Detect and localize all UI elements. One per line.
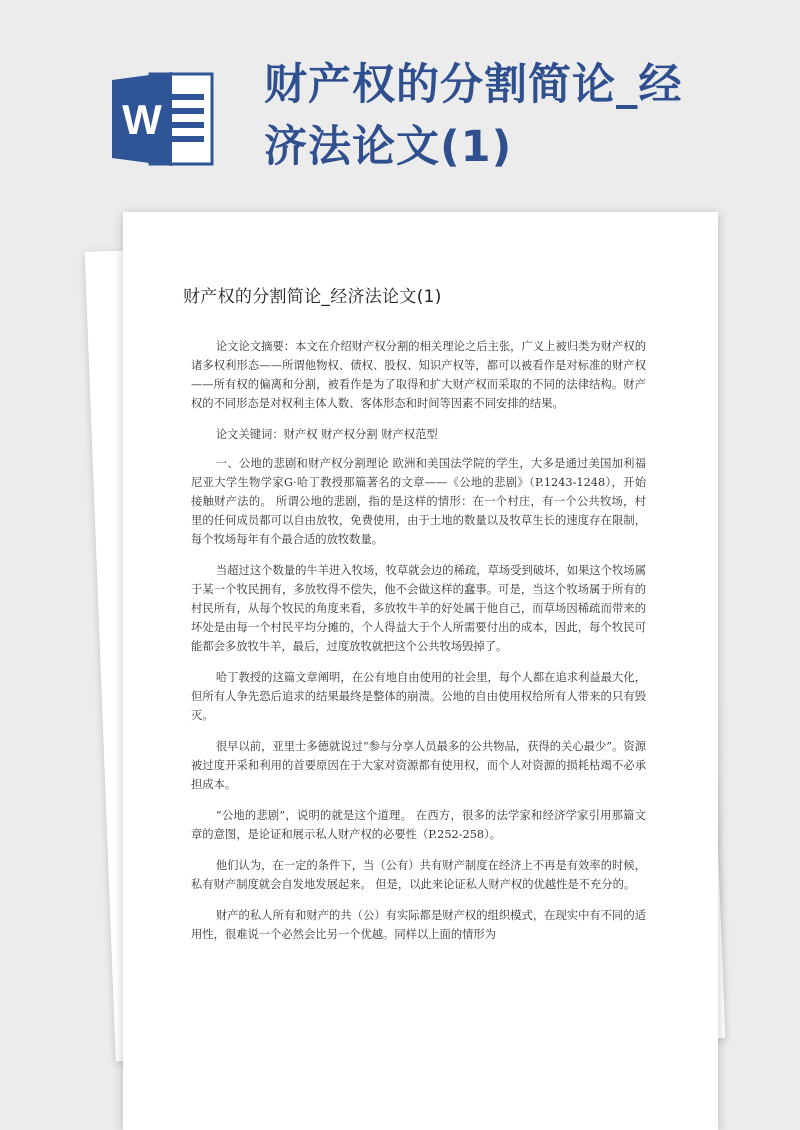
header-title-line-1: 财产权的分割简论_经 [264, 60, 683, 110]
body-paragraph-1: 一、公地的悲剧和财产权分割理论 欧洲和美国法学院的学生，大多是通过美国加利福尼亚大学生物学家G·哈丁教授那篇著名的文章——《公地的悲剧》（P.1243-1248），开始接触财产法的。 所谓公地的悲剧，指的是这样的情形：在一个村庄，有一个公共牧场，村里的任何成员都可以自由放牧，免费使用，由于土地的数量以及牧草生长的速度存在限制，每个牧场每年有个最合适的放牧数量。 [191, 457, 646, 546]
word-icon-letter: W [122, 96, 162, 143]
body-paragraph-2: 当超过这个数量的牛羊进入牧场，牧草就会边的稀疏，草场受到破坏，如果这个牧场属于某一个牧民拥有，多放牧得不偿失，他不会做这样的蠢事。可是，当这个牧场属于所有的村民所有，从每个牧民的角度来看，多放牧牛羊的好处属于他自己，而草场因稀疏而带来的坏处是由每一个村民平均分摊的，个人得益大于个人所需要付出的成本，因此，每个牧民可能都会多放牧牛羊，最后，过度放牧就把这个公共牧场毁掉了。 [191, 564, 646, 653]
page-title: 财产权的分割简论_经济法论文(1) [183, 287, 442, 307]
header-title-line-2: 济法论文(1) [264, 122, 513, 172]
header-title [264, 54, 764, 178]
document-page [123, 212, 718, 1130]
keywords-paragraph: 论文关键词：财产权 财产权分割 财产权范型 [215, 428, 438, 441]
body-paragraph-4: 很早以前，亚里士多德就说过“参与分享人员最多的公共物品，获得的关心最少”。资源被过度开采和利用的首要原因在于大家对资源都有使用权，而个人对资源的损耗枯竭不必承担成本。 [191, 740, 646, 791]
abstract-paragraph: 论文论文摘要：本文在介绍财产权分割的相关理论之后主张，广义上被归类为财产权的诸多权利形态——所谓他物权、债权、股权、知识产权等，都可以被看作是对标准的财产权——所有权的偏离和分割，被看作是为了取得和扩大财产权而采取的不同的法律结构。财产权的不同形态是对权利主体人数、客体形态和时间等因素不同安排的结果。 [191, 340, 646, 410]
body-paragraph-7: 财产的私人所有和财产的共（公）有实际都是财产权的组织模式，在现实中有不同的适用性，很难说一个必然会比另一个优越。同样以上面的情形为 [191, 909, 646, 941]
document-body [183, 282, 646, 956]
header [0, 0, 800, 200]
body-paragraph-6: 他们认为，在一定的条件下，当（公有）共有财产制度在经济上不再是有效率的时候，私有财产制度就会自发地发展起来。 但是，以此来论证私人财产权的优越性是不充分的。 [191, 859, 646, 891]
word-document-icon [112, 68, 214, 170]
body-paragraph-3: 哈丁教授的这篇文章阐明，在公有地自由使用的社会里，每个人都在追求利益最大化，但所有人争先恐后追求的结果最终是整体的崩溃。公地的自由使用权给所有人带来的只有毁灭。 [191, 671, 646, 722]
body-paragraph-5: “公地的悲剧”，说明的就是这个道理。 在西方，很多的法学家和经济学家引用那篇文章的意图，是论证和展示私人财产权的必要性（P.252-258）。 [191, 809, 646, 841]
